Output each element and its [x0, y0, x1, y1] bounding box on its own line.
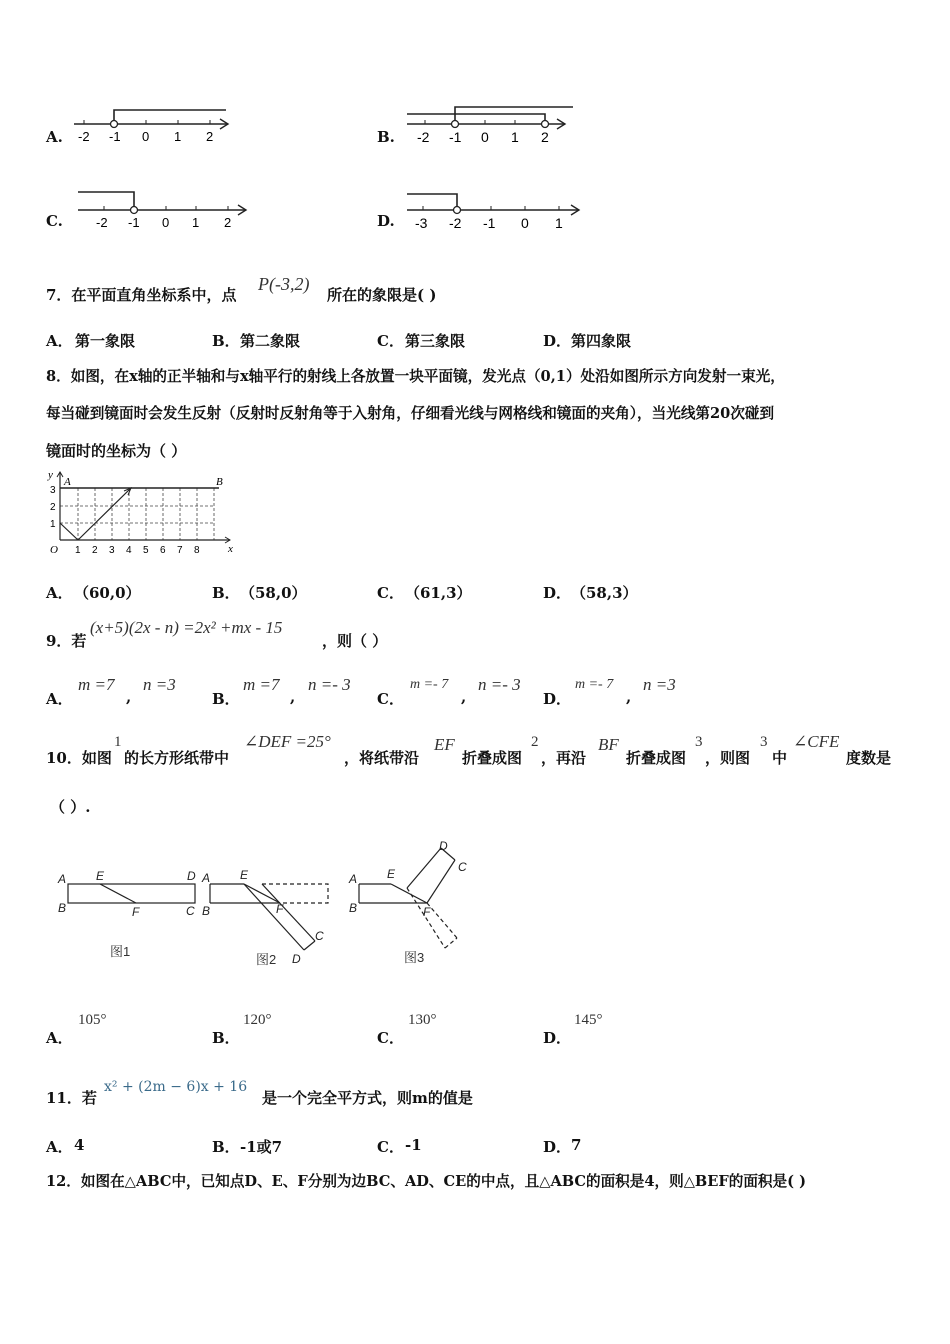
- tick-label: 1: [555, 215, 563, 231]
- x-tick: 8: [194, 545, 200, 556]
- q10-angle: ∠DEF =25°: [244, 732, 331, 751]
- label-e: E: [387, 867, 396, 881]
- option-letter: A．: [46, 332, 73, 350]
- y-tick: 3: [50, 485, 56, 496]
- point-b-label: B: [216, 476, 223, 488]
- option-text: 7: [571, 1136, 582, 1154]
- q8-line-3: 镜面时的坐标为（ ）: [46, 442, 187, 460]
- option-text: 4: [74, 1136, 85, 1154]
- label-c: C: [315, 929, 324, 943]
- y-tick: 1: [50, 519, 56, 530]
- x-axis-label: x: [228, 543, 233, 555]
- option-text: （60,0）: [74, 584, 141, 602]
- tick-label: 2: [224, 215, 232, 230]
- label-d: D: [187, 869, 196, 883]
- q10-text: ，再沿: [541, 749, 587, 767]
- open-endpoint: [452, 121, 459, 128]
- tick-label: -1: [109, 129, 121, 144]
- tick-label: -1: [128, 215, 140, 230]
- q9-equation: (x+5)(2x - n) =2x² +mx - 15: [90, 618, 283, 637]
- number-line-a: [70, 104, 235, 146]
- number-line-d: [403, 188, 588, 234]
- q10-fig-ref: 3: [760, 734, 768, 750]
- q11-prefix: 11．若: [46, 1089, 97, 1107]
- label-f: F: [132, 905, 140, 919]
- label-b: B: [202, 904, 211, 918]
- option-text: （61,3）: [405, 584, 472, 602]
- option-text: 第一象限: [75, 332, 136, 350]
- tick-label: 0: [162, 215, 170, 230]
- tick-label: 1: [192, 215, 200, 230]
- q11-expression: x² + (2m − 6)x + 16: [104, 1079, 248, 1095]
- option-letter: B．: [212, 332, 240, 350]
- tick-label: 2: [206, 129, 214, 144]
- caption-fig3: 图3: [404, 950, 425, 965]
- option-letter: B．: [212, 1138, 240, 1156]
- q6-option-d-letter: D.: [377, 212, 395, 230]
- q10-text: 折叠成图: [626, 749, 687, 767]
- option-letter: A．: [46, 1029, 73, 1047]
- option-text: 145°: [574, 1012, 603, 1028]
- open-endpoint: [542, 121, 549, 128]
- option-letter: D．: [543, 1029, 572, 1047]
- label-c: C: [186, 904, 195, 918]
- tick-label: 0: [142, 129, 150, 144]
- option-text: （58,3）: [571, 584, 638, 602]
- option-comma: ,: [290, 688, 296, 706]
- label-a: A: [58, 872, 67, 886]
- tick-label: -2: [417, 129, 430, 145]
- q10-fig-ref: 2: [531, 734, 539, 750]
- q6-option-b-letter: B.: [377, 128, 395, 146]
- q12-stem: 12．如图在△ABC中，已知点D、E、F分别为边BC、AD、CE的中点，且△ABC的面积是4，则△BEF的面积是( ): [46, 1173, 807, 1190]
- q10-text: 的长方形纸带中: [124, 749, 230, 767]
- option-letter: D．: [543, 1138, 572, 1156]
- option-letter: C．: [377, 1029, 404, 1047]
- option-m: m =7: [243, 675, 280, 694]
- option-m: m =- 7: [575, 677, 614, 692]
- label-c: C: [458, 860, 467, 874]
- label-b: B: [349, 901, 358, 915]
- q7-prefix: 7．在平面直角坐标系中，点: [46, 286, 237, 304]
- tick-label: -1: [483, 215, 496, 231]
- open-endpoint: [111, 121, 118, 128]
- label-b: B: [58, 901, 67, 915]
- option-letter: A．: [46, 1138, 73, 1156]
- q10-text: 折叠成图: [462, 749, 523, 767]
- tick-label: 0: [521, 215, 529, 231]
- x-tick: 3: [109, 545, 115, 556]
- option-n: n =- 3: [308, 675, 351, 694]
- option-text: 第三象限: [405, 332, 466, 350]
- q6-option-a-letter: A.: [46, 128, 63, 146]
- q10-folding-figures: [52, 838, 482, 973]
- option-m: m =- 7: [410, 677, 449, 692]
- option-letter: B．: [212, 1029, 240, 1047]
- q8-line-1: 8．如图，在x轴的正半轴和与x轴平行的射线上各放置一块平面镜，发光点（0,1）处沿如图所示方向发射一束光，: [46, 368, 785, 385]
- option-letter: D．: [543, 690, 572, 708]
- option-letter: C．: [377, 1138, 404, 1156]
- q10-fig-ref: 3: [695, 734, 703, 750]
- label-f: F: [423, 905, 431, 919]
- x-tick: 4: [126, 545, 132, 556]
- option-n: n =3: [643, 675, 676, 694]
- option-letter: C．: [377, 584, 404, 602]
- option-text: 130°: [408, 1012, 437, 1028]
- tick-label: -3: [415, 215, 428, 231]
- q10-edge: BF: [598, 735, 619, 754]
- number-line-c: [74, 186, 254, 232]
- option-m: m =7: [78, 675, 115, 694]
- option-n: n =- 3: [478, 675, 521, 694]
- option-text: -1: [405, 1136, 422, 1154]
- tick-label: 1: [511, 129, 519, 145]
- option-text: 第四象限: [571, 332, 632, 350]
- option-letter: A．: [46, 584, 73, 602]
- label-f: F: [276, 902, 284, 916]
- x-tick: 6: [160, 545, 166, 556]
- tick-label: 2: [541, 129, 549, 145]
- caption-fig1: 图1: [110, 944, 131, 959]
- origin-label: O: [50, 544, 58, 556]
- q11-suffix: 是一个完全平方式，则m的值是: [262, 1089, 473, 1107]
- option-comma: ,: [626, 688, 632, 706]
- label-a: A: [349, 872, 358, 886]
- q10-line-2: （ ）.: [50, 798, 91, 816]
- tick-label: -1: [449, 129, 462, 145]
- open-endpoint: [454, 207, 461, 214]
- q10-angle: ∠CFE: [793, 732, 840, 751]
- option-text: -1或7: [240, 1138, 283, 1156]
- q7-point: P(-3,2): [258, 274, 310, 294]
- caption-fig2: 图2: [256, 952, 277, 967]
- label-e: E: [240, 868, 249, 882]
- number-line-b: [403, 100, 578, 146]
- tick-label: -2: [96, 215, 108, 230]
- q8-mirror-figure: [44, 466, 244, 560]
- x-tick: 2: [92, 545, 98, 556]
- tick-label: 1: [174, 129, 182, 144]
- option-letter: B．: [212, 584, 240, 602]
- q8-line-2: 每当碰到镜面时会发生反射（反射时反射角等于入射角，仔细看光线与网格线和镜面的夹角），当光线第20次碰到: [46, 405, 775, 422]
- open-endpoint: [131, 207, 138, 214]
- tick-label: -2: [78, 129, 90, 144]
- option-text: 120°: [243, 1012, 272, 1028]
- q9-suffix: ，则（ ）: [322, 632, 388, 650]
- x-tick: 1: [75, 545, 81, 556]
- tick-label: -2: [449, 215, 462, 231]
- option-comma: ,: [461, 688, 467, 706]
- y-axis-label: y: [48, 469, 53, 481]
- q10-edge: EF: [434, 735, 455, 754]
- label-a: A: [202, 871, 211, 885]
- q6-option-c-letter: C.: [46, 212, 63, 230]
- x-tick: 7: [177, 545, 183, 556]
- y-tick: 2: [50, 502, 56, 513]
- option-comma: ,: [126, 688, 132, 706]
- option-text: （58,0）: [240, 584, 307, 602]
- option-letter: B．: [212, 690, 240, 708]
- q10-text: 中: [772, 749, 788, 767]
- q10-text: ，则图: [705, 749, 751, 767]
- q7-suffix: 所在的象限是( ): [327, 286, 437, 304]
- option-text: 第二象限: [240, 332, 301, 350]
- label-d: D: [439, 839, 448, 853]
- q10-text: ，将纸带沿: [344, 749, 420, 767]
- q9-prefix: 9．若: [46, 632, 87, 650]
- tick-label: 0: [481, 129, 489, 145]
- x-tick: 5: [143, 545, 149, 556]
- q10-text: 10．如图: [46, 749, 112, 767]
- option-letter: D．: [543, 584, 572, 602]
- point-a-label: A: [64, 476, 71, 488]
- option-n: n =3: [143, 675, 176, 694]
- q10-fig-ref: 1: [114, 734, 122, 750]
- label-e: E: [96, 869, 105, 883]
- option-text: 105°: [78, 1012, 107, 1028]
- option-letter: A．: [46, 690, 73, 708]
- label-d: D: [292, 952, 301, 966]
- option-letter: C．: [377, 690, 404, 708]
- option-letter: D．: [543, 332, 572, 350]
- q10-text: 度数是: [846, 749, 892, 767]
- option-letter: C．: [377, 332, 404, 350]
